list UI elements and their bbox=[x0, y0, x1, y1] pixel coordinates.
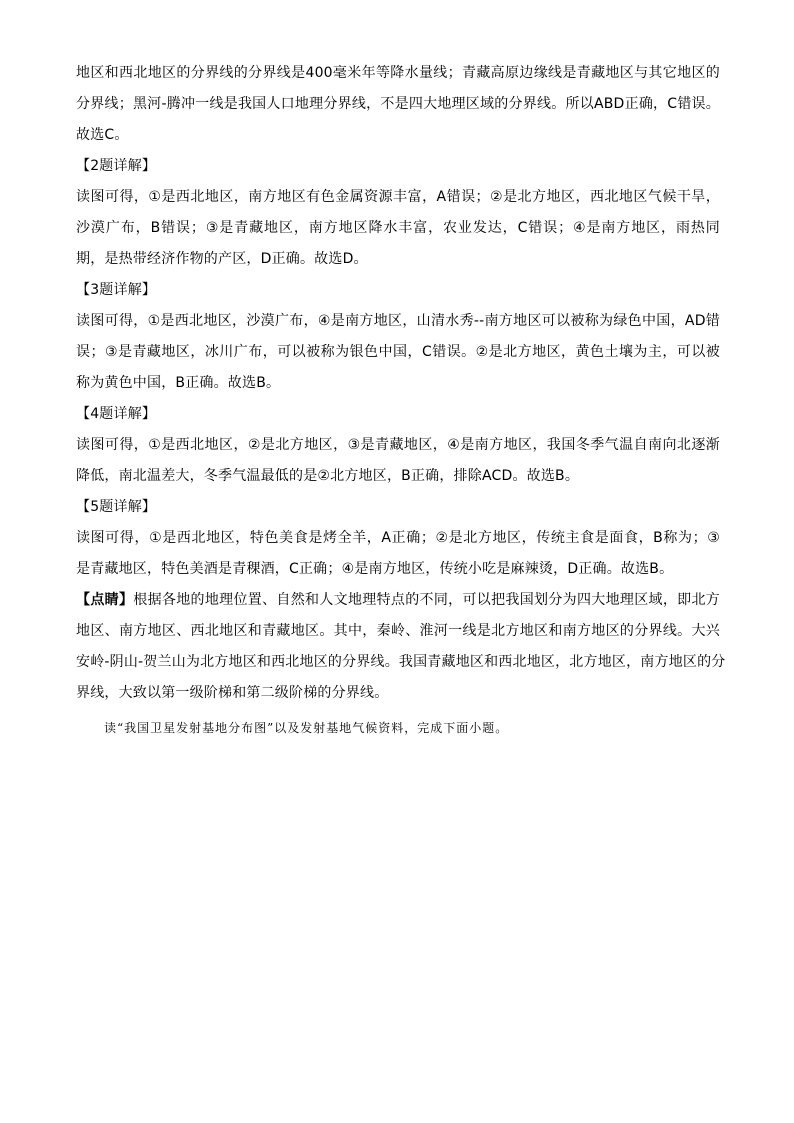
section-heading-3: 【3题详解】 bbox=[76, 282, 157, 298]
text-line: 误；③是青藏地区，冰川广布，可以被称为银色中国，C错误。②是北方地区，黄色土壤为主，可以被 bbox=[76, 344, 720, 360]
text-line: 读图可得，①是西北地区，特色美食是烤全羊，A正确；②是北方地区，传统主食是面食，B称为；③ bbox=[76, 530, 720, 546]
section-heading-2: 【2题详解】 bbox=[76, 158, 157, 174]
text-line: 地区、南方地区、西北地区和青藏地区。其中，秦岭、淮河一线是北方地区和南方地区的分界线。大兴 bbox=[76, 623, 720, 639]
text-line: 读图可得，①是西北地区，南方地区有色金属资源丰富，A错误；②是北方地区，西北地区气候干旱， bbox=[76, 189, 720, 205]
text-line: 安岭-阴山-贺兰山为北方地区和西北地区的分界线。我国青藏地区和西北地区，北方地区，南方地区的分 bbox=[76, 654, 726, 670]
text-line: 故选C。 bbox=[76, 127, 129, 143]
text-line: 读图可得，①是西北地区，②是北方地区，③是青藏地区，④是南方地区，我国冬季气温自南向北逐渐 bbox=[76, 437, 720, 453]
text-line: 读图可得，①是西北地区，沙漠广布，④是南方地区，山清水秀--南方地区可以被称为绿色中国，AD错 bbox=[76, 313, 720, 329]
question-instruction: 读“我国卫星发射基地分布图”以及发射基地气候资料，完成下面小题。 bbox=[104, 721, 509, 735]
text-line: 称为黄色中国，B正确。故选B。 bbox=[76, 375, 281, 391]
section-heading-4: 【4题详解】 bbox=[76, 406, 157, 422]
text-line: 是青藏地区，特色美酒是青稞酒，C正确；④是南方地区，传统小吃是麻辣烫，D正确。故选B。 bbox=[76, 561, 674, 577]
dianjing-line bbox=[76, 585, 720, 616]
text-line: 沙漠广布，B错误；③是青藏地区，南方地区降水丰富，农业发达，C错误；④是南方地区，雨热同 bbox=[76, 220, 720, 236]
text-line: 期，是热带经济作物的产区，D正确。故选D。 bbox=[76, 251, 368, 267]
text-line: 地区和西北地区的分界线的分界线是400毫米年等降水量线；青藏高原边缘线是青藏地区与其它地区的 bbox=[76, 65, 720, 81]
text-line: 分界线；黑河-腾冲一线是我国人口地理分界线，不是四大地理区域的分界线。所以ABD正确，C错误。 bbox=[76, 96, 720, 112]
dianjing-text: 根据各地的地理位置、自然和人文地理特点的不同，可以把我国划分为四大地理区域，即北方 bbox=[133, 592, 720, 608]
dianjing-label: 【点睛】 bbox=[76, 592, 134, 608]
text-line: 降低，南北温差大，冬季气温最低的是②北方地区，B正确，排除ACD。故选B。 bbox=[76, 468, 580, 484]
text-line: 界线，大致以第一级阶梯和第二级阶梯的分界线。 bbox=[76, 685, 389, 701]
document-body bbox=[76, 58, 726, 709]
section-heading-5: 【5题详解】 bbox=[76, 499, 157, 515]
